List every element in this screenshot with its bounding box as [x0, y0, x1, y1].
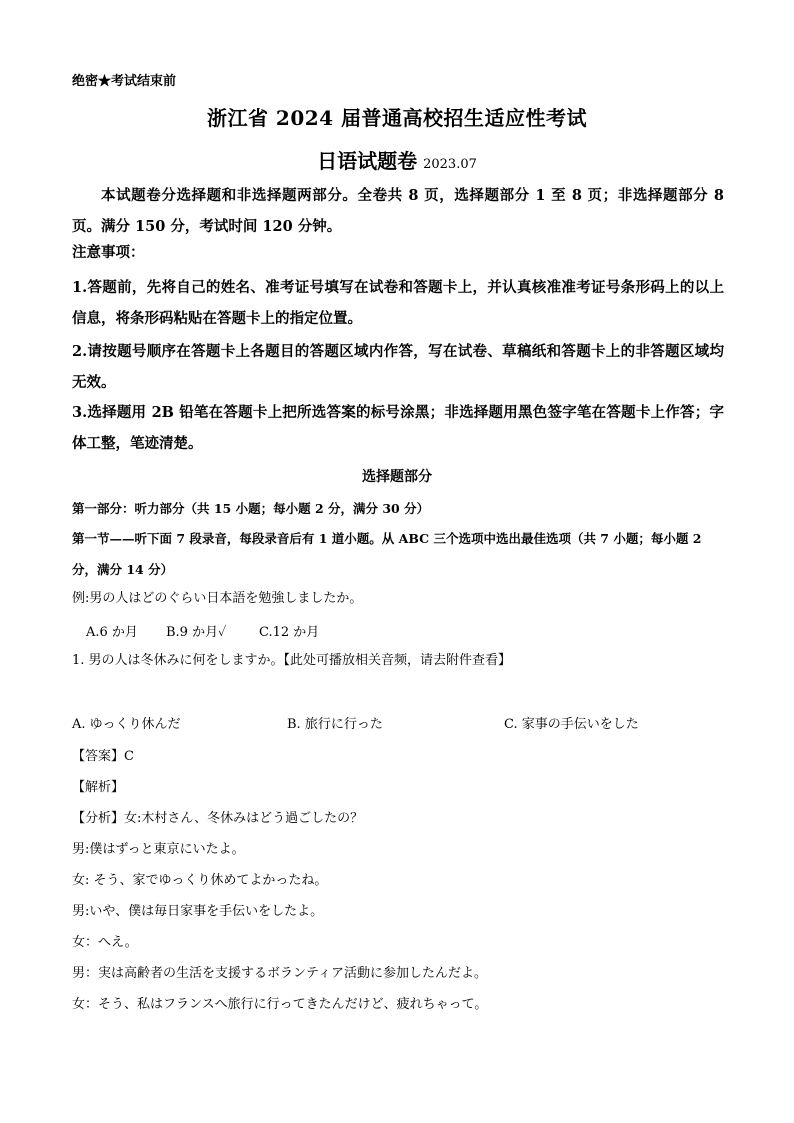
q1-choice-c: C. 家事の手伝いをした [504, 717, 639, 732]
example-option-a: A.6 か月 [86, 625, 138, 640]
dialogue-line-2: 男:僕はずっと東京にいたよ。 [72, 842, 245, 857]
dialogue-line-4: 男:いや、僕は毎日家事を手伝いをしたよ。 [72, 904, 324, 919]
notice-item-2: 2.请按题号顺序在答题卡上各题目的答题区域内作答，写在试卷、草稿纸和答题卡上的非答题区域均无效。 [72, 343, 724, 391]
part1-heading: 第一部分：听力部分（共 15 小题；每小题 2 分，满分 30 分） [72, 501, 430, 516]
example-question: 例:男の人はどのぐらい日本語を勉強しましたか。 [72, 591, 363, 606]
example-option-c: C.12 か月 [259, 625, 320, 640]
notice-item-3: 3.选择题用 2B 铅笔在答题卡上把所选答案的标号涂黑；非选择题用黑色签字笔在答题卡上作答；字体工整，笔迹清楚。 [72, 404, 724, 452]
dialogue-line-5: 女：へえ。 [72, 935, 138, 950]
example-option-b: B.9 か月✓ [166, 625, 227, 640]
analysis-label: 【解析】 [72, 780, 125, 795]
section-title: 选择题部分 [362, 469, 432, 485]
dialogue-line-3: 女: そう、家でゆっくり休めてよかったね。 [72, 873, 328, 888]
exam-subtitle [0, 145, 794, 174]
exam-date: 2023.07 [423, 157, 477, 172]
exam-title: 浙江省 2024 届普通高校招生适应性考试 [206, 106, 588, 130]
answer-line: 【答案】C [72, 749, 134, 764]
question-1: 1. 男の人は冬休みに何をしますか。【此处可播放相关音频，请去附件查看】 [72, 653, 512, 668]
subtitle-text: 日语试题卷 [317, 149, 418, 173]
dialogue-line-1: 【分析】女:木村さん、冬休みはどう過ごしたの？ [72, 811, 364, 826]
notice-heading: 注意事项： [72, 244, 145, 261]
dialogue-line-6: 男：実は高齢者の生活を支援するボランティア活動に参加したんだよ。 [72, 966, 487, 981]
q1-choice-a: A. ゆっくり休んだ [72, 717, 181, 732]
section1-instructions: 第一节——听下面 7 段录音，每段录音后有 1 道小题。从 ABC 三个选项中选出最佳选项（共 7 小题；每小题 2 分，满分 14 分） [72, 531, 702, 577]
notice-item-1: 1.答题前，先将自己的姓名、准考证号填写在试卷和答题卡上，并认真核准准考证号条形码上的以上信息，将条形码粘贴在答题卡上的指定位置。 [72, 279, 724, 327]
confidential-label: 绝密★考试结束前 [72, 74, 177, 89]
dialogue-line-7: 女：そう、私はフランスへ旅行に行ってきたんだけど、疲れちゃって。 [72, 997, 488, 1012]
intro-paragraph: 本试题卷分选择题和非选择题两部分。全卷共 8 页，选择题部分 1 至 8 页；非选择题部分 8 页。满分 150 分，考试时间 120 分钟。 [72, 187, 724, 235]
q1-choice-b: B. 旅行に行った [287, 717, 383, 732]
